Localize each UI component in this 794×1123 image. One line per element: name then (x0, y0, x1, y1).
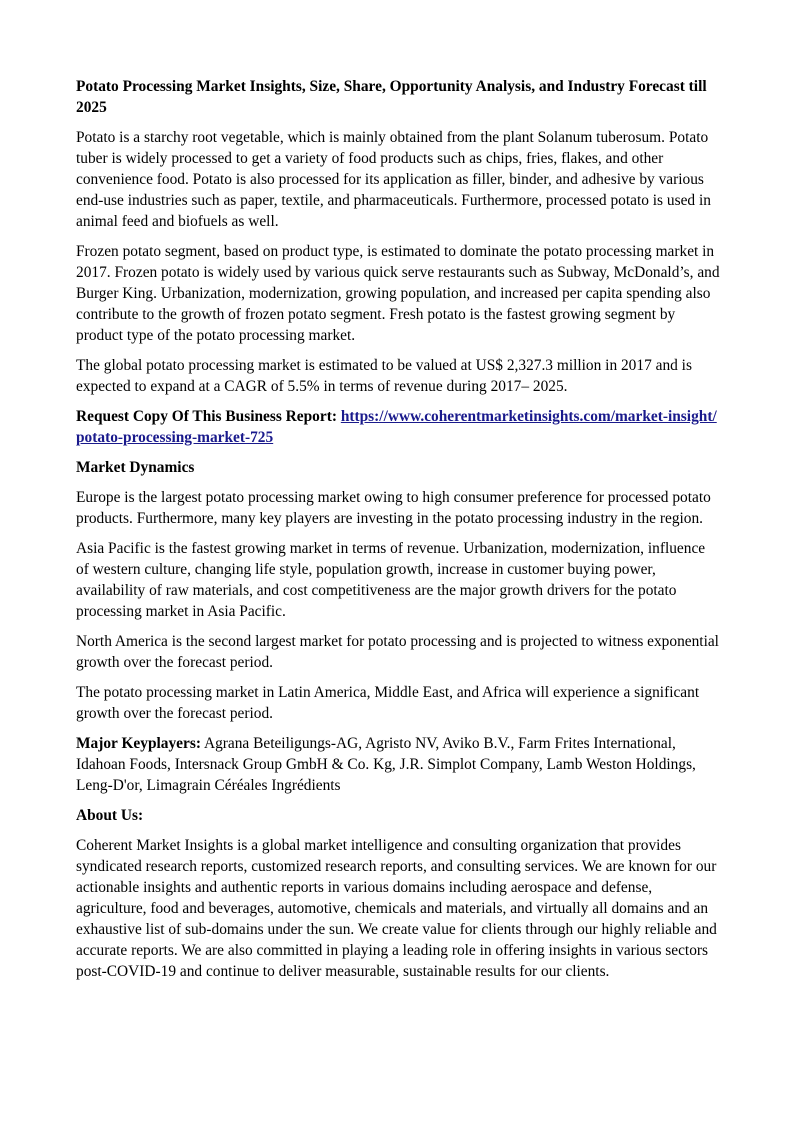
about-us-heading: About Us: (76, 807, 144, 824)
request-copy-line (76, 406, 720, 448)
market-dynamics-paragraph-north-america: North America is the second largest market for potato processing and is projected to witness exponential growth over the forecast period. (76, 633, 719, 671)
request-copy-label: Request Copy Of This Business Report: (76, 408, 341, 425)
market-dynamics-paragraph-latam-mea: The potato processing market in Latin America, Middle East, and Africa will experience a significant growth over the forecast period. (76, 684, 700, 722)
about-us-paragraph: Coherent Market Insights is a global market intelligence and consulting organization that provides syndicated research reports, customized research reports, and consulting services. We are known for our actionable insights and authentic reports in various domains including aerospace and defense, agriculture, food and beverages, automotive, chemicals and materials, and virtually all domains and an exhaustive list of sub-domains under the sun. We create value for clients through our highly reliable and accurate reports. We are also committed in playing a leading role in offering insights in various sectors post-COVID-19 and continue to deliver measurable, sustainable results for our clients. (76, 837, 717, 980)
report-link[interactable]: https://www.coherentmarketinsights.com/market-insight/potato-processing-market-725 (76, 408, 717, 446)
document-page (76, 76, 720, 991)
intro-paragraph-3: The global potato processing market is estimated to be valued at US$ 2,327.3 million in 2017 and is expected to expand at a CAGR of 5.5% in terms of revenue during 2017– 2025. (76, 357, 692, 395)
key-players-text: Agrana Beteiligungs-AG, Agristo NV, Aviko B.V., Farm Frites International, Idahoan Foods, Intersnack Group GmbH & Co. Kg, J.R. Simplot Company, Lamb Weston Holdings, Leng-D'or, Limagrain Céréales Ingrédients (76, 735, 696, 794)
intro-paragraph-2: Frozen potato segment, based on product type, is estimated to dominate the potato processing market in 2017. Frozen potato is widely used by various quick serve restaurants such as Subway, McDonald’s, and Burger King. Urbanization, modernization, growing population, and increased per capita spending also contribute to the growth of frozen potato segment. Fresh potato is the fastest growing segment by product type of the potato processing market. (76, 243, 720, 344)
key-players-line (76, 733, 720, 796)
market-dynamics-paragraph-europe: Europe is the largest potato processing market owing to high consumer preference for processed potato products. Furthermore, many key players are investing in the potato processing industry in the region. (76, 489, 711, 527)
market-dynamics-heading: Market Dynamics (76, 459, 195, 476)
key-players-label: Major Keyplayers: (76, 735, 201, 752)
intro-paragraph-1: Potato is a starchy root vegetable, which is mainly obtained from the plant Solanum tuberosum. Potato tuber is widely processed to get a variety of food products such as chips, fries, flakes, and other convenience food. Potato is also processed for its application as filler, binder, and adhesive by various end-use industries such as paper, textile, and pharmaceuticals. Furthermore, processed potato is used in animal feed and biofuels as well. (76, 129, 711, 230)
market-dynamics-paragraph-asia-pacific: Asia Pacific is the fastest growing market in terms of revenue. Urbanization, modernization, influence of western culture, changing life style, population growth, increase in customer buying power, availability of raw materials, and cost competitiveness are the major growth drivers for the potato processing market in Asia Pacific. (76, 540, 706, 620)
document-title: Potato Processing Market Insights, Size, Share, Opportunity Analysis, and Industry Forecast till 2025 (76, 78, 707, 116)
